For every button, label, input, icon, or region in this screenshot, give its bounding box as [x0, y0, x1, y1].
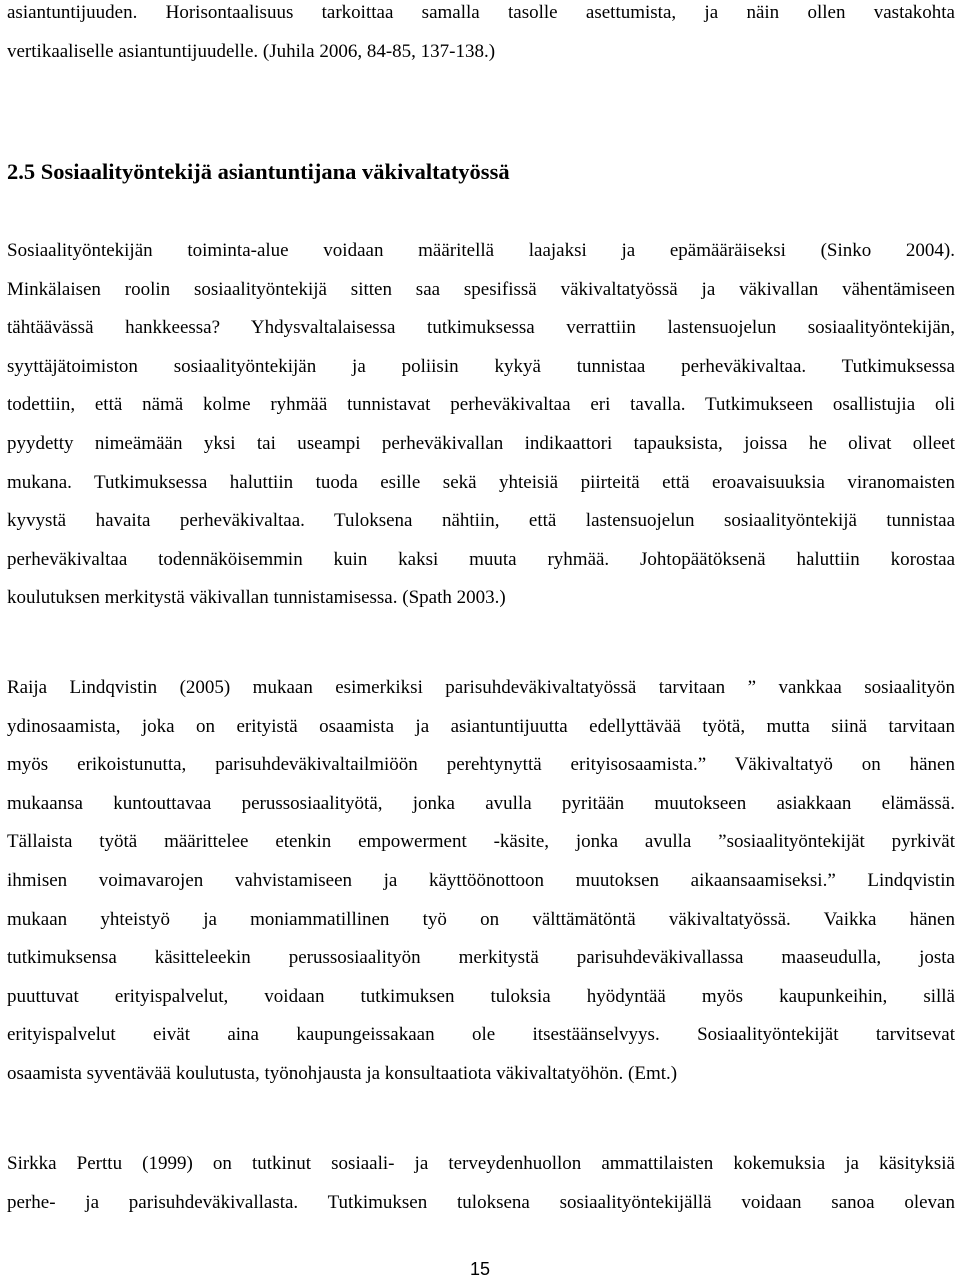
text-line: koulutuksen merkitystä väkivallan tunnistamisessa. (Spath 2003.)	[7, 587, 506, 609]
text-line: syyttäjätoimiston sosiaalityöntekijän ja poliisin kykyä tunnistaa perheväkivaltaa. Tutkimuksessa	[7, 355, 955, 377]
text-line: todettiin, että nämä kolme ryhmää tunnistavat perheväkivaltaa eri tavalla. Tutkimukseen osallistujia oli	[7, 394, 955, 416]
text-line: osaamista syventävää koulutusta, työnohjausta ja konsultaatiota väkivaltatyöhön. (Emt.)	[7, 1062, 678, 1084]
text-line: pyydetty nimeämään yksi tai useampi perheväkivallan indikaattori tapauksista, joissa he olivat olleet	[7, 432, 955, 454]
text-line: tähtäävässä hankkeessa? Yhdysvaltalaisessa tutkimuksessa verrattiin lastensuojelun sosiaalityöntekijän,	[7, 317, 955, 339]
text-line: asiantuntijuuden. Horisontaalisuus tarkoittaa samalla tasolle asettumista, ja näin ollen vastakohta	[7, 2, 955, 23]
text-line: myös erikoistunutta, parisuhdeväkivaltailmiöön perehtynyttä erityisosaamista.” Väkivaltatyö on hänen	[7, 754, 955, 776]
section-heading: 2.5 Sosiaalityöntekijä asiantuntijana väkivaltatyössä	[7, 159, 510, 184]
paragraph-3	[7, 1145, 955, 1222]
paragraph-1	[7, 232, 955, 618]
paragraph-2	[7, 669, 955, 1094]
page-number: 15	[469, 1259, 491, 1279]
text-line: Minkälaisen roolin sosiaalityöntekijä sitten saa spesifissä väkivaltatyössä ja väkivallan vähentämiseen	[7, 278, 955, 300]
text-line: Sosiaalityöntekijän toiminta-alue voidaan määritellä laajaksi ja epämääräiseksi (Sinko 2004).	[7, 240, 955, 261]
text-line: perheväkivaltaa todennäköisemmin kuin kaksi muuta ryhmää. Johtopäätöksenä haluttiin korostaa	[7, 548, 955, 570]
text-line: erityispalvelut eivät aina kaupungeissakaan ole itsestäänselvyys. Sosiaalityöntekijät tarvitsevat	[7, 1024, 955, 1046]
text-line: ydinosaamista, joka on erityistä osaamista ja asiantuntijuutta edellyttävää työtä, mutta siinä tarvitaan	[7, 715, 955, 737]
text-line: vertikaaliselle asiantuntijuudelle. (Juhila 2006, 84-85, 137-138.)	[7, 40, 496, 62]
text-line: mukana. Tutkimuksessa haluttiin tuoda esille sekä yhteisiä piirteitä että eroavaisuuksia viranomaisten	[7, 471, 955, 493]
text-line: Raija Lindqvistin (2005) mukaan esimerkiksi parisuhdeväkivaltatyössä tarvitaan ” vankkaa sosiaalityön	[7, 677, 955, 698]
text-line: tutkimuksensa käsitteleekin perussosiaalityön merkitystä parisuhdeväkivallassa maaseudulla, josta	[7, 947, 955, 969]
text-line: puuttuvat erityispalvelut, voidaan tutkimuksen tuloksia hyödyntää myös kaupunkeihin, sillä	[7, 985, 955, 1007]
text-line: ihmisen voimavarojen vahvistamiseen ja käyttöönottoon muutoksen aikaansaamiseksi.” Lindqvistin	[7, 869, 955, 891]
text-line: Tällaista työtä määrittelee etenkin empowerment -käsite, jonka avulla ”sosiaalityöntekijät pyrkivät	[7, 831, 955, 853]
text-line: mukaansa kuntouttavaa perussosiaalityötä, jonka avulla pyritään muutokseen asiakkaan elämässä.	[7, 792, 955, 814]
text-line: Sirkka Perttu (1999) on tutkinut sosiaali- ja terveydenhuollon ammattilaisten kokemuksia ja käsityksiä	[7, 1153, 955, 1174]
text-line: kyvystä havaita perheväkivaltaa. Tuloksena nähtiin, että lastensuojelun sosiaalityöntekijä tunnistaa	[7, 510, 955, 532]
intro-paragraph	[7, 0, 955, 71]
text-line: mukaan yhteistyö ja moniammatillinen työ on välttämätöntä väkivaltatyössä. Vaikka hänen	[7, 908, 955, 930]
text-line: perhe- ja parisuhdeväkivallasta. Tutkimuksen tuloksena sosiaalityöntekijällä voidaan sanoa olevan	[7, 1191, 955, 1213]
